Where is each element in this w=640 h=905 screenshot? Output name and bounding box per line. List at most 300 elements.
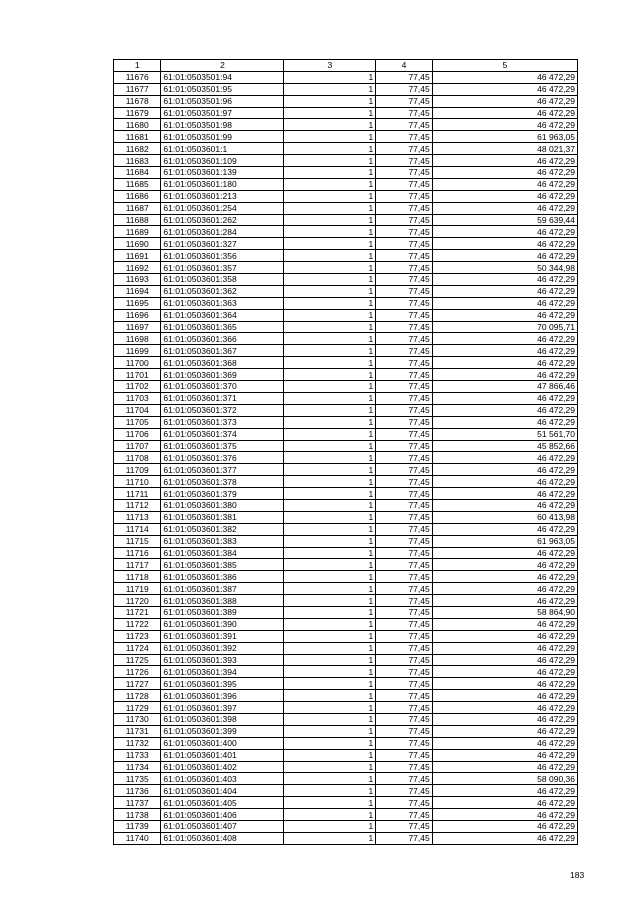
table-cell: 46 472,29 <box>432 702 577 714</box>
table-cell: 61:01:0503601:363 <box>161 297 284 309</box>
table-cell: 61:01:0503601:372 <box>161 404 284 416</box>
table-row <box>114 309 578 321</box>
table-cell: 1 <box>284 702 376 714</box>
table-row <box>114 476 578 488</box>
table-cell: 77,45 <box>376 250 432 262</box>
table-cell: 77,45 <box>376 785 432 797</box>
table-cell: 1 <box>284 476 376 488</box>
table-cell: 61:01:0503601:365 <box>161 321 284 333</box>
table-cell: 58 864,90 <box>432 606 577 618</box>
table-cell: 77,45 <box>376 488 432 500</box>
table-row <box>114 285 578 297</box>
table-cell: 61:01:0503601:373 <box>161 416 284 428</box>
table-cell: 77,45 <box>376 571 432 583</box>
table-row <box>114 178 578 190</box>
table-cell: 77,45 <box>376 678 432 690</box>
table-cell: 61:01:0503601:1 <box>161 143 284 155</box>
table-cell: 46 472,29 <box>432 583 577 595</box>
table-cell: 58 090,36 <box>432 773 577 785</box>
table-cell: 77,45 <box>376 797 432 809</box>
table-cell: 11732 <box>114 737 161 749</box>
table-cell: 46 472,29 <box>432 809 577 821</box>
table-cell: 61:01:0503601:139 <box>161 167 284 179</box>
table-cell: 46 472,29 <box>432 630 577 642</box>
table-cell: 11685 <box>114 178 161 190</box>
table-cell: 46 472,29 <box>432 571 577 583</box>
table-cell: 11694 <box>114 285 161 297</box>
table-cell: 1 <box>284 595 376 607</box>
table-cell: 77,45 <box>376 262 432 274</box>
table-cell: 1 <box>284 416 376 428</box>
table-cell: 1 <box>284 499 376 511</box>
table-cell: 77,45 <box>376 630 432 642</box>
table-cell: 1 <box>284 250 376 262</box>
table-cell: 1 <box>284 666 376 678</box>
table-row <box>114 630 578 642</box>
table-cell: 1 <box>284 357 376 369</box>
table-cell: 77,45 <box>376 321 432 333</box>
table-row <box>114 821 578 833</box>
table-cell: 46 472,29 <box>432 95 577 107</box>
table-cell: 11711 <box>114 488 161 500</box>
table-row <box>114 321 578 333</box>
table-cell: 77,45 <box>376 274 432 286</box>
table-cell: 61:01:0503601:357 <box>161 262 284 274</box>
table-cell: 61:01:0503601:387 <box>161 583 284 595</box>
table-cell: 11698 <box>114 333 161 345</box>
table-row <box>114 618 578 630</box>
table-cell: 1 <box>284 523 376 535</box>
table-cell: 11697 <box>114 321 161 333</box>
table-cell: 77,45 <box>376 190 432 202</box>
table-cell: 77,45 <box>376 381 432 393</box>
table-cell: 61:01:0503601:367 <box>161 345 284 357</box>
table-cell: 61 963,05 <box>432 535 577 547</box>
table-cell: 45 852,66 <box>432 440 577 452</box>
table-row <box>114 666 578 678</box>
table-cell: 11729 <box>114 702 161 714</box>
table-cell: 1 <box>284 797 376 809</box>
table-cell: 1 <box>284 238 376 250</box>
table-cell: 77,45 <box>376 559 432 571</box>
table-cell: 46 472,29 <box>432 821 577 833</box>
table-row <box>114 523 578 535</box>
table-cell: 61:01:0503601:406 <box>161 809 284 821</box>
table-cell: 46 472,29 <box>432 238 577 250</box>
table-cell: 77,45 <box>376 654 432 666</box>
table-cell: 11721 <box>114 606 161 618</box>
table-cell: 1 <box>284 285 376 297</box>
column-header: 2 <box>161 60 284 72</box>
table-cell: 61:01:0503601:391 <box>161 630 284 642</box>
table-cell: 11705 <box>114 416 161 428</box>
table-cell: 1 <box>284 630 376 642</box>
table-cell: 77,45 <box>376 476 432 488</box>
table-cell: 77,45 <box>376 71 432 83</box>
table-cell: 1 <box>284 535 376 547</box>
table-cell: 77,45 <box>376 618 432 630</box>
table-cell: 1 <box>284 428 376 440</box>
table-row <box>114 761 578 773</box>
table-cell: 61:01:0503601:400 <box>161 737 284 749</box>
table-cell: 46 472,29 <box>432 725 577 737</box>
table-cell: 1 <box>284 167 376 179</box>
table-cell: 61:01:0503601:366 <box>161 333 284 345</box>
table-cell: 77,45 <box>376 642 432 654</box>
table-cell: 11688 <box>114 214 161 226</box>
table-row <box>114 333 578 345</box>
table-cell: 11690 <box>114 238 161 250</box>
table-cell: 11730 <box>114 713 161 725</box>
table-cell: 48 021,37 <box>432 143 577 155</box>
table-cell: 11739 <box>114 821 161 833</box>
table-cell: 11676 <box>114 71 161 83</box>
table-cell: 46 472,29 <box>432 345 577 357</box>
column-header: 1 <box>114 60 161 72</box>
column-header: 3 <box>284 60 376 72</box>
table-cell: 11696 <box>114 309 161 321</box>
table-cell: 11678 <box>114 95 161 107</box>
table-cell: 61:01:0503601:371 <box>161 392 284 404</box>
table-cell: 77,45 <box>376 725 432 737</box>
table-cell: 77,45 <box>376 547 432 559</box>
table-cell: 77,45 <box>376 131 432 143</box>
table-cell: 46 472,29 <box>432 178 577 190</box>
table-cell: 11709 <box>114 464 161 476</box>
table-cell: 46 472,29 <box>432 559 577 571</box>
table-cell: 77,45 <box>376 297 432 309</box>
table-cell: 46 472,29 <box>432 761 577 773</box>
table-cell: 11703 <box>114 392 161 404</box>
table-cell: 77,45 <box>376 309 432 321</box>
table-cell: 46 472,29 <box>432 713 577 725</box>
table-cell: 61:01:0503601:327 <box>161 238 284 250</box>
table-cell: 77,45 <box>376 761 432 773</box>
table-cell: 1 <box>284 345 376 357</box>
table-cell: 1 <box>284 832 376 844</box>
table-cell: 46 472,29 <box>432 285 577 297</box>
table-row <box>114 369 578 381</box>
table-row <box>114 71 578 83</box>
table-row <box>114 654 578 666</box>
table-cell: 1 <box>284 202 376 214</box>
table-cell: 61:01:0503601:383 <box>161 535 284 547</box>
table-cell: 77,45 <box>376 499 432 511</box>
table-cell: 59 639,44 <box>432 214 577 226</box>
table-cell: 11737 <box>114 797 161 809</box>
table-cell: 11680 <box>114 119 161 131</box>
table-cell: 77,45 <box>376 773 432 785</box>
table-cell: 1 <box>284 464 376 476</box>
table-cell: 11722 <box>114 618 161 630</box>
table-cell: 61:01:0503601:395 <box>161 678 284 690</box>
table-row <box>114 262 578 274</box>
table-row <box>114 499 578 511</box>
table-cell: 77,45 <box>376 832 432 844</box>
table-cell: 61:01:0503601:388 <box>161 595 284 607</box>
table-row <box>114 749 578 761</box>
page-number: 183 <box>570 870 585 880</box>
table-cell: 61:01:0503601:368 <box>161 357 284 369</box>
table-cell: 46 472,29 <box>432 547 577 559</box>
table-row <box>114 428 578 440</box>
table-cell: 77,45 <box>376 809 432 821</box>
table-cell: 1 <box>284 95 376 107</box>
table-cell: 77,45 <box>376 155 432 167</box>
table-cell: 61:01:0503601:213 <box>161 190 284 202</box>
table-cell: 11736 <box>114 785 161 797</box>
table-cell: 61 963,05 <box>432 131 577 143</box>
table-row <box>114 690 578 702</box>
table-cell: 46 472,29 <box>432 297 577 309</box>
table-cell: 70 095,71 <box>432 321 577 333</box>
table-cell: 1 <box>284 274 376 286</box>
table-cell: 11734 <box>114 761 161 773</box>
table-cell: 77,45 <box>376 416 432 428</box>
table-cell: 11716 <box>114 547 161 559</box>
table-cell: 46 472,29 <box>432 107 577 119</box>
table-cell: 46 472,29 <box>432 832 577 844</box>
table-cell: 77,45 <box>376 345 432 357</box>
table-cell: 11715 <box>114 535 161 547</box>
table-cell: 61:01:0503601:403 <box>161 773 284 785</box>
table-row <box>114 202 578 214</box>
table-cell: 61:01:0503601:399 <box>161 725 284 737</box>
table-cell: 46 472,29 <box>432 357 577 369</box>
table-cell: 1 <box>284 321 376 333</box>
table-cell: 11707 <box>114 440 161 452</box>
table-row <box>114 190 578 202</box>
table-cell: 1 <box>284 642 376 654</box>
table-cell: 1 <box>284 381 376 393</box>
table-cell: 11687 <box>114 202 161 214</box>
table-cell: 11708 <box>114 452 161 464</box>
table-cell: 11686 <box>114 190 161 202</box>
table-cell: 1 <box>284 583 376 595</box>
table-cell: 1 <box>284 678 376 690</box>
table-row <box>114 785 578 797</box>
table-cell: 77,45 <box>376 119 432 131</box>
table-cell: 77,45 <box>376 452 432 464</box>
table-cell: 46 472,29 <box>432 392 577 404</box>
table-row <box>114 713 578 725</box>
table-cell: 77,45 <box>376 428 432 440</box>
table-row <box>114 583 578 595</box>
table-row <box>114 416 578 428</box>
table-cell: 11692 <box>114 262 161 274</box>
table-cell: 11702 <box>114 381 161 393</box>
table-cell: 77,45 <box>376 369 432 381</box>
table-cell: 1 <box>284 119 376 131</box>
table-cell: 77,45 <box>376 511 432 523</box>
table-cell: 1 <box>284 214 376 226</box>
table-cell: 61:01:0503601:362 <box>161 285 284 297</box>
table-cell: 1 <box>284 713 376 725</box>
table-cell: 1 <box>284 392 376 404</box>
table-cell: 1 <box>284 178 376 190</box>
table-cell: 46 472,29 <box>432 654 577 666</box>
table-cell: 77,45 <box>376 523 432 535</box>
table-cell: 77,45 <box>376 404 432 416</box>
table-cell: 11677 <box>114 83 161 95</box>
table-cell: 77,45 <box>376 392 432 404</box>
table-cell: 77,45 <box>376 178 432 190</box>
table-row <box>114 559 578 571</box>
table-cell: 46 472,29 <box>432 155 577 167</box>
table-cell: 46 472,29 <box>432 785 577 797</box>
table-cell: 46 472,29 <box>432 333 577 345</box>
table-cell: 11713 <box>114 511 161 523</box>
table-cell: 1 <box>284 226 376 238</box>
table-cell: 11710 <box>114 476 161 488</box>
table-row <box>114 119 578 131</box>
table-cell: 11720 <box>114 595 161 607</box>
table-row <box>114 464 578 476</box>
table-cell: 11731 <box>114 725 161 737</box>
table-cell: 77,45 <box>376 214 432 226</box>
table-cell: 61:01:0503601:390 <box>161 618 284 630</box>
table-cell: 61:01:0503601:262 <box>161 214 284 226</box>
table-row <box>114 107 578 119</box>
table-cell: 11681 <box>114 131 161 143</box>
table-cell: 77,45 <box>376 583 432 595</box>
table-cell: 46 472,29 <box>432 274 577 286</box>
table-cell: 1 <box>284 83 376 95</box>
table-cell: 46 472,29 <box>432 226 577 238</box>
table-row <box>114 440 578 452</box>
table-cell: 51 561,70 <box>432 428 577 440</box>
table-row <box>114 143 578 155</box>
table-row <box>114 642 578 654</box>
table-cell: 61:01:0503601:284 <box>161 226 284 238</box>
table-cell: 61:01:0503601:374 <box>161 428 284 440</box>
table-cell: 46 472,29 <box>432 167 577 179</box>
table-cell: 11695 <box>114 297 161 309</box>
table-cell: 11700 <box>114 357 161 369</box>
table-cell: 1 <box>284 761 376 773</box>
table-cell: 46 472,29 <box>432 416 577 428</box>
table-row <box>114 345 578 357</box>
header-row <box>114 60 578 72</box>
table-cell: 77,45 <box>376 737 432 749</box>
table-cell: 77,45 <box>376 464 432 476</box>
table-cell: 11699 <box>114 345 161 357</box>
table-cell: 11682 <box>114 143 161 155</box>
table-cell: 1 <box>284 511 376 523</box>
table-cell: 46 472,29 <box>432 797 577 809</box>
table-cell: 46 472,29 <box>432 369 577 381</box>
table-cell: 11733 <box>114 749 161 761</box>
table-cell: 11689 <box>114 226 161 238</box>
table-cell: 1 <box>284 488 376 500</box>
table-cell: 1 <box>284 618 376 630</box>
table-cell: 61:01:0503501:94 <box>161 71 284 83</box>
table-cell: 1 <box>284 143 376 155</box>
table-cell: 77,45 <box>376 167 432 179</box>
table-row <box>114 595 578 607</box>
table-cell: 46 472,29 <box>432 666 577 678</box>
table-cell: 46 472,29 <box>432 309 577 321</box>
table-cell: 11738 <box>114 809 161 821</box>
table-row <box>114 535 578 547</box>
table-row <box>114 95 578 107</box>
table-cell: 1 <box>284 654 376 666</box>
table-row <box>114 773 578 785</box>
table-cell: 11714 <box>114 523 161 535</box>
table-cell: 11724 <box>114 642 161 654</box>
table-cell: 11726 <box>114 666 161 678</box>
table-row <box>114 167 578 179</box>
table-row <box>114 131 578 143</box>
table-cell: 11691 <box>114 250 161 262</box>
table-row <box>114 547 578 559</box>
table-cell: 61:01:0503501:97 <box>161 107 284 119</box>
table-cell: 61:01:0503601:356 <box>161 250 284 262</box>
table-cell: 46 472,29 <box>432 119 577 131</box>
table-cell: 77,45 <box>376 333 432 345</box>
table-cell: 1 <box>284 547 376 559</box>
table-cell: 61:01:0503601:254 <box>161 202 284 214</box>
table-cell: 1 <box>284 737 376 749</box>
table-cell: 1 <box>284 440 376 452</box>
table-cell: 11727 <box>114 678 161 690</box>
column-header: 5 <box>432 60 577 72</box>
table-cell: 77,45 <box>376 440 432 452</box>
table-cell: 11706 <box>114 428 161 440</box>
table-cell: 61:01:0503601:398 <box>161 713 284 725</box>
table-cell: 61:01:0503601:109 <box>161 155 284 167</box>
table-cell: 46 472,29 <box>432 595 577 607</box>
table-cell: 1 <box>284 725 376 737</box>
table-cell: 77,45 <box>376 595 432 607</box>
table-cell: 46 472,29 <box>432 452 577 464</box>
table-cell: 61:01:0503601:397 <box>161 702 284 714</box>
table-cell: 61:01:0503601:380 <box>161 499 284 511</box>
table-cell: 46 472,29 <box>432 71 577 83</box>
table-cell: 61:01:0503501:95 <box>161 83 284 95</box>
table-cell: 1 <box>284 785 376 797</box>
table-cell: 1 <box>284 309 376 321</box>
table-row <box>114 571 578 583</box>
table-cell: 1 <box>284 107 376 119</box>
table-cell: 1 <box>284 559 376 571</box>
table-cell: 61:01:0503601:378 <box>161 476 284 488</box>
table-cell: 1 <box>284 71 376 83</box>
table-cell: 61:01:0503601:369 <box>161 369 284 381</box>
table-cell: 61:01:0503601:393 <box>161 654 284 666</box>
table-row <box>114 488 578 500</box>
table-row <box>114 404 578 416</box>
table-row <box>114 725 578 737</box>
table-row <box>114 511 578 523</box>
table-cell: 61:01:0503601:405 <box>161 797 284 809</box>
table-row <box>114 226 578 238</box>
table-cell: 77,45 <box>376 226 432 238</box>
table-cell: 1 <box>284 131 376 143</box>
table-cell: 11712 <box>114 499 161 511</box>
table-cell: 1 <box>284 821 376 833</box>
table-cell: 46 472,29 <box>432 488 577 500</box>
table-cell: 46 472,29 <box>432 476 577 488</box>
table-cell: 61:01:0503601:381 <box>161 511 284 523</box>
table-row <box>114 155 578 167</box>
table-cell: 11740 <box>114 832 161 844</box>
table-cell: 46 472,29 <box>432 499 577 511</box>
column-header: 4 <box>376 60 432 72</box>
table-row <box>114 678 578 690</box>
table-cell: 61:01:0503601:180 <box>161 178 284 190</box>
table-row <box>114 250 578 262</box>
